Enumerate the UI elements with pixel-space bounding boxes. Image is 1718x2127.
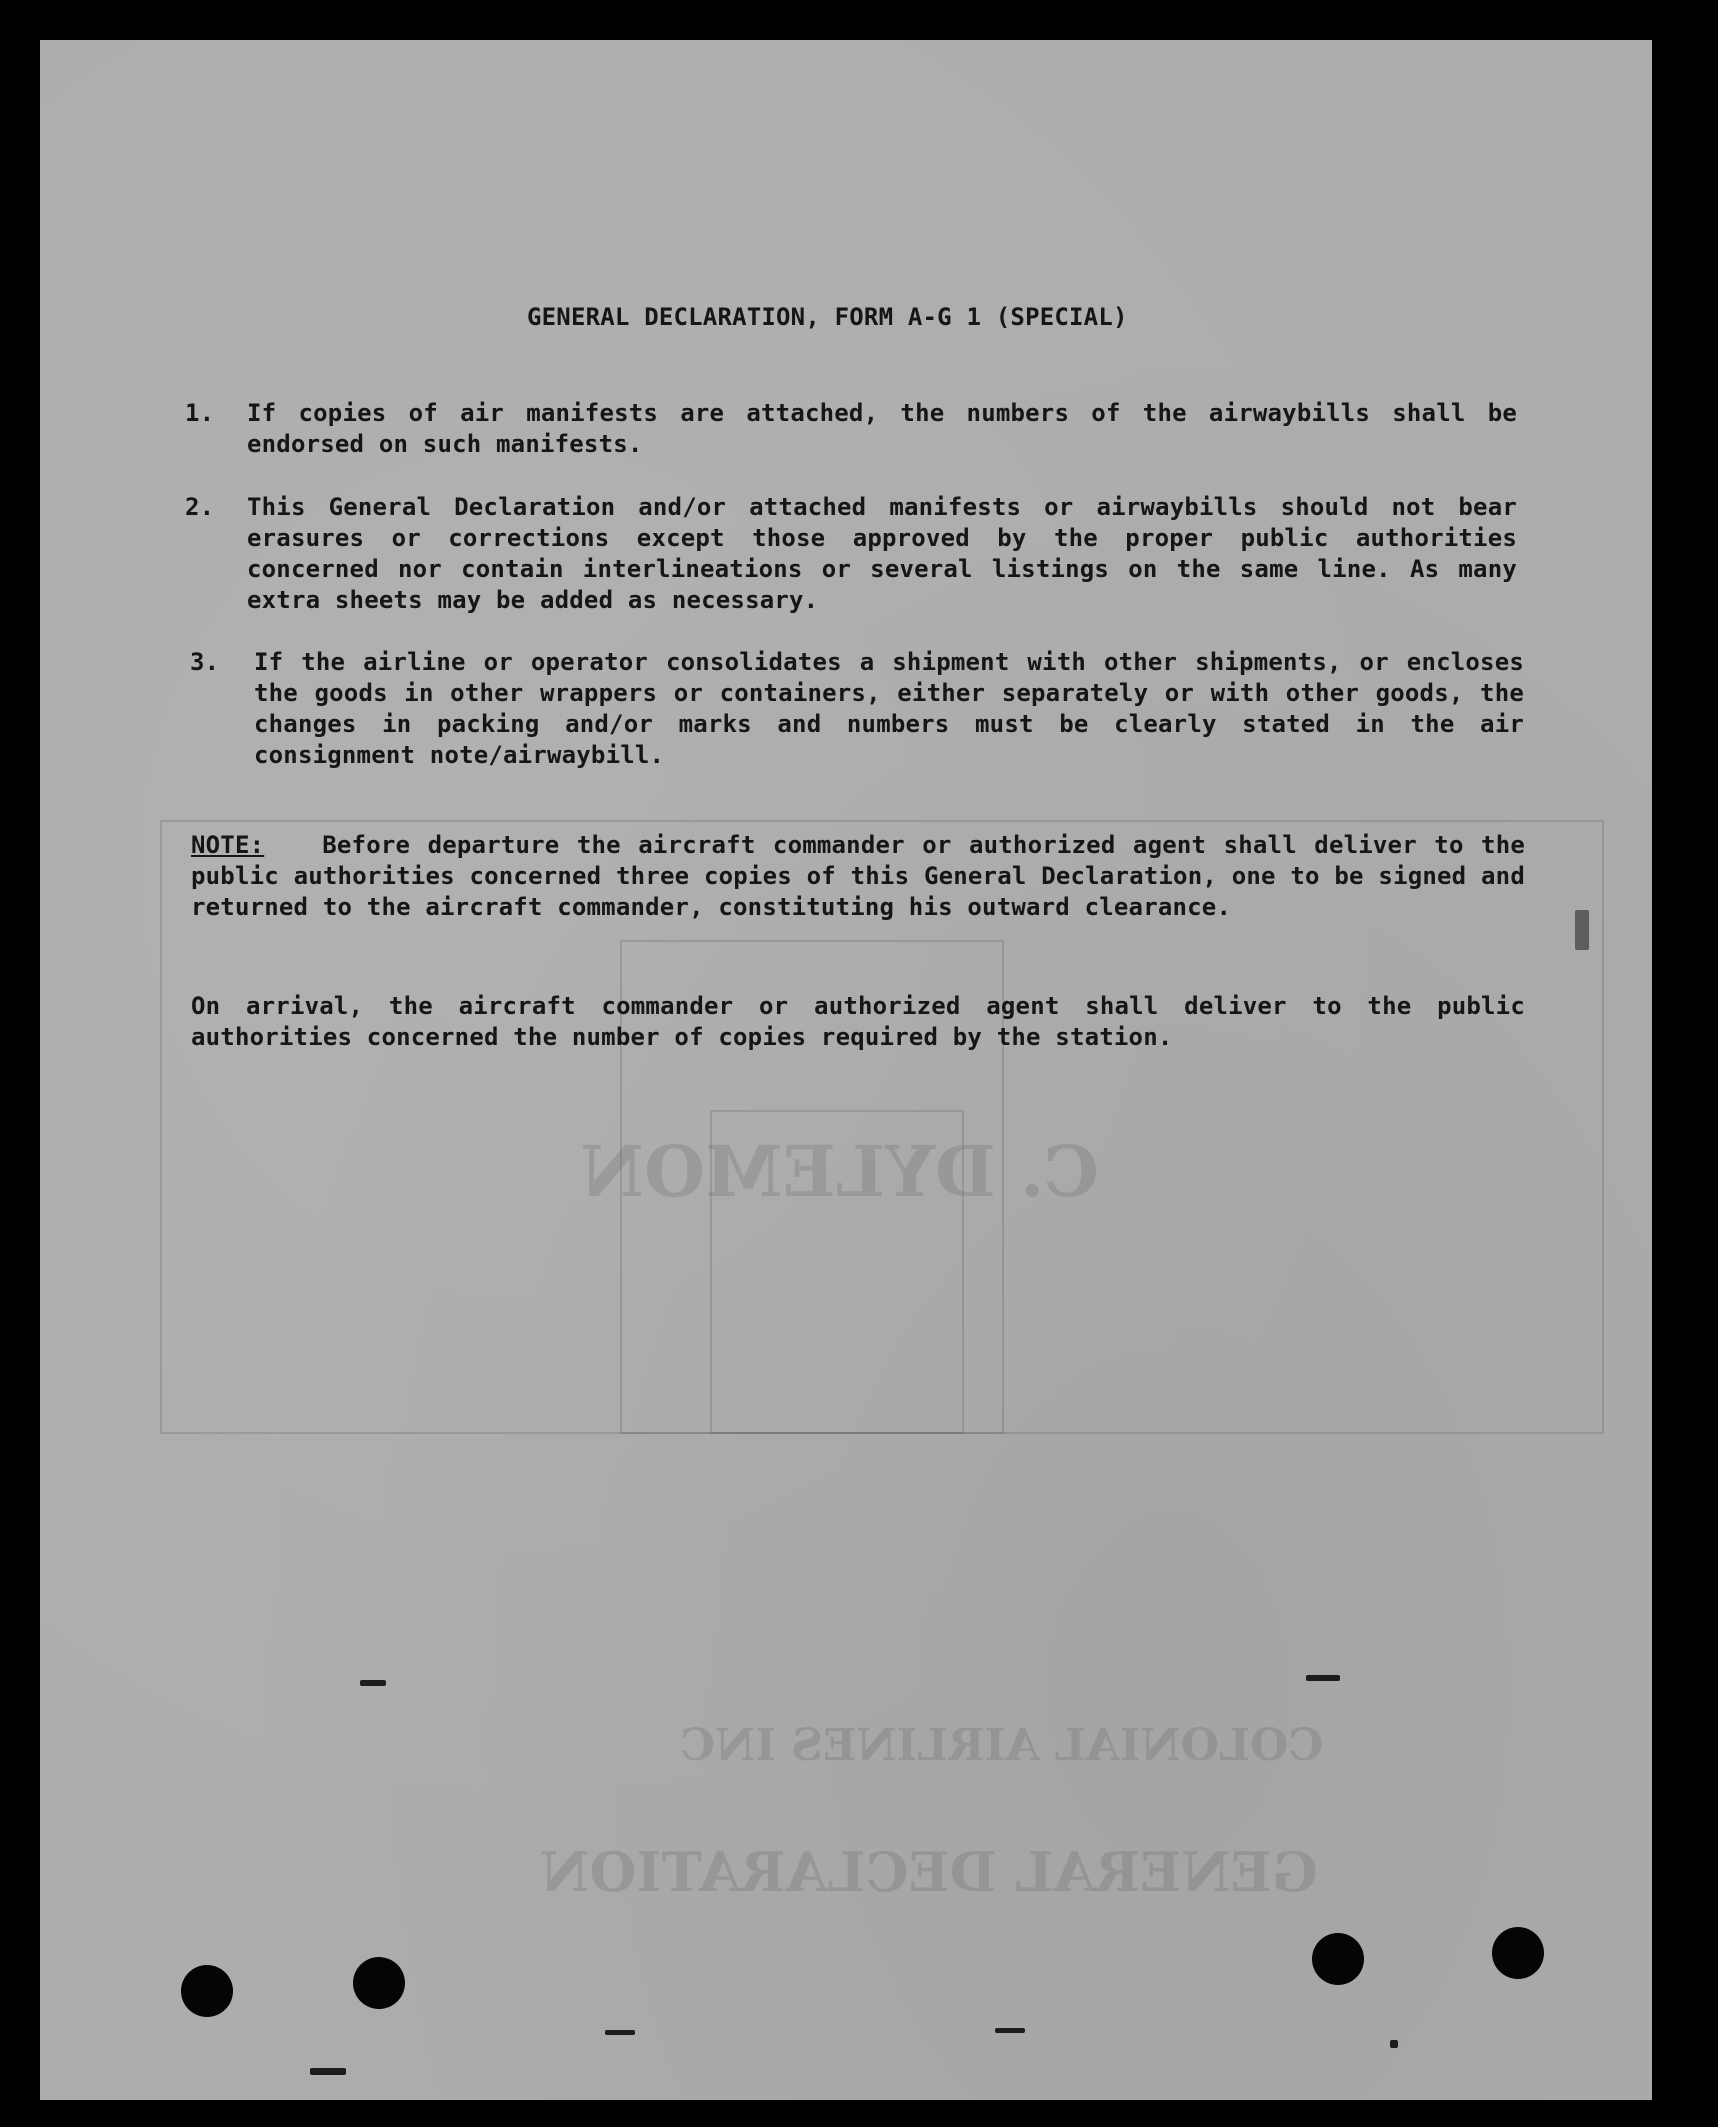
item-number: 3. — [190, 648, 220, 676]
note-paragraph — [191, 830, 1525, 923]
ink-speck — [360, 1680, 386, 1686]
ink-speck — [1306, 1675, 1340, 1681]
item-text: This General Declaration and/or attached manifests or airwaybills should not bear erasures or corrections except those approved by the proper public authorities concerned nor contain interlineations or several listings on the same line. As many extra sheets may be added as necessary. — [247, 493, 1517, 614]
punch-hole — [1492, 1927, 1544, 1979]
showthrough-text: C. DYLEMON — [580, 1130, 1099, 1213]
form-title: GENERAL DECLARATION, FORM A-G 1 (SPECIAL) — [527, 303, 1128, 331]
ink-speck — [1390, 2040, 1398, 2048]
item-number: 1. — [185, 399, 215, 427]
ink-speck — [605, 2030, 635, 2035]
ink-speck — [1575, 910, 1589, 950]
arrival-paragraph: On arrival, the aircraft commander or authorized agent shall deliver to the public authorities concerned the number of copies required by the station. — [191, 992, 1525, 1051]
item-text: If the airline or operator consolidates a shipment with other shipments, or encloses the goods in other wrappers or containers, either separately or with other goods, the changes in packing and/or marks and numbers must be clearly stated in the air consignment note/airwaybill. — [254, 648, 1524, 769]
note-text: Before departure the aircraft commander or authorized agent shall deliver to the public authorities concerned three copies of this General Declaration, one to be signed and returned to the aircraft commander, constituting his outward clearance. — [191, 831, 1525, 921]
ink-speck — [995, 2028, 1025, 2033]
item-number: 2. — [185, 493, 215, 521]
note-label: NOTE: — [191, 831, 265, 859]
ink-speck — [310, 2068, 346, 2075]
punch-hole — [1312, 1933, 1364, 1985]
punch-hole — [181, 1965, 233, 2017]
document-page — [40, 40, 1652, 2100]
showthrough-text: COLONIAL AIRLINES INC — [680, 1720, 1324, 1771]
punch-hole — [353, 1957, 405, 2009]
showthrough-text: GENERAL DECLARATION — [540, 1840, 1318, 1904]
item-text: If copies of air manifests are attached, the numbers of the airwaybills shall be endorsed on such manifests. — [247, 399, 1517, 458]
